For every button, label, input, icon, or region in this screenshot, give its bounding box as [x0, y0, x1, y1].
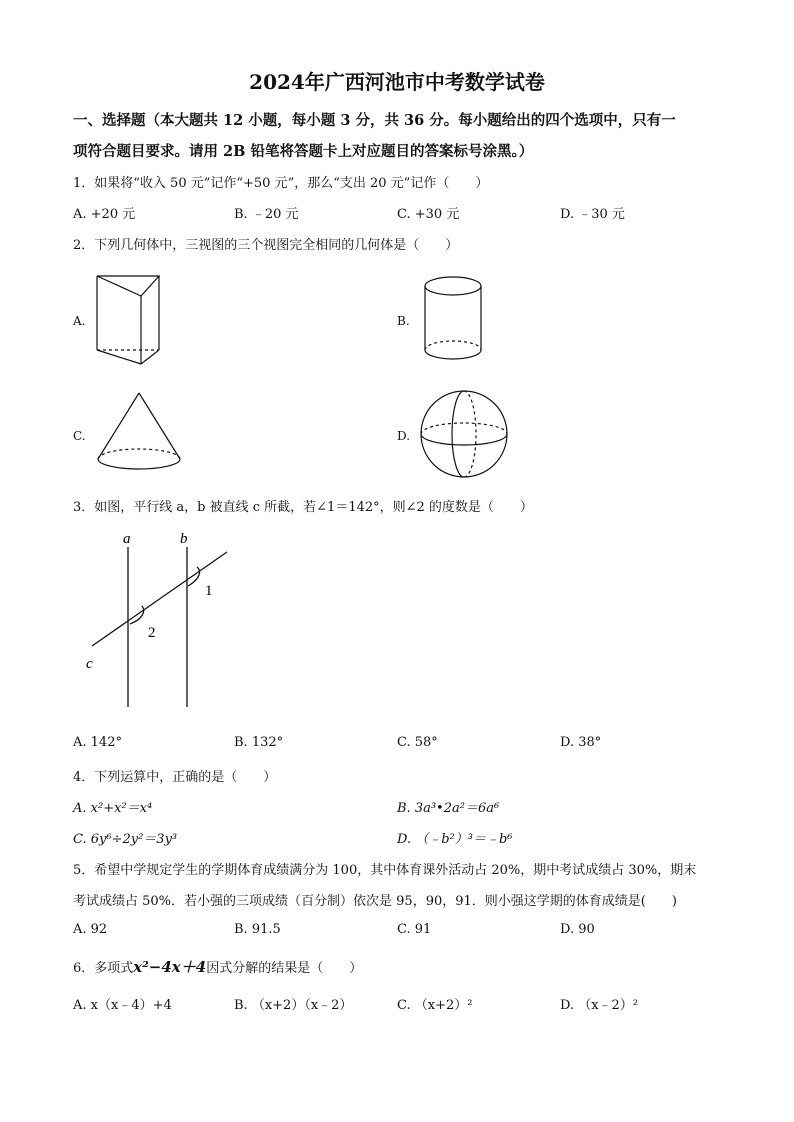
question-5-option-a[interactable]: A. 92: [73, 922, 108, 937]
triangular-prism-figure: [94, 268, 164, 368]
question-6-option-b[interactable]: B. （x+2）（x﹣2）: [234, 998, 353, 1013]
question-3-option-b[interactable]: B. 132°: [234, 735, 284, 750]
question-4-option-a[interactable]: A. x²+x²＝x⁴: [73, 801, 153, 816]
cylinder-figure: [420, 272, 488, 366]
question-6-stem-suffix: 因式分解的结果是（ ）: [206, 961, 363, 976]
question-5-option-d[interactable]: D. 90: [560, 922, 595, 937]
question-1-stem: 1．如果将“收入 50 元”记作“+50 元”，那么“支出 20 元”记作（ ）: [73, 176, 489, 191]
page-title: 2024年广西河池市中考数学试卷: [249, 70, 545, 94]
question-5-stem-line2: 考试成绩占 50%．若小强的三项成绩（百分制）依次是 95，90，91．则小强这学期的体育成绩是( ): [73, 894, 677, 909]
question-2-stem: 2．下列几何体中，三视图的三个视图完全相同的几何体是（ ）: [73, 238, 459, 253]
label-angle-2: 2: [148, 625, 156, 641]
label-b: b: [180, 531, 188, 547]
parallel-lines-figure: [80, 525, 240, 710]
question-6-expression: x²−4x＋4: [133, 958, 207, 976]
sphere-figure: [418, 388, 512, 482]
question-4-option-b[interactable]: B. 3a³•2a²＝6a⁶: [397, 801, 500, 816]
question-1-option-d[interactable]: D. ﹣30 元: [560, 207, 625, 222]
question-6-stem: [73, 956, 362, 977]
section-header-line1: 一、选择题（本大题共 12 小题，每小题 3 分，共 36 分。每小题给出的四个选项中，只有一: [73, 112, 676, 129]
question-6-option-d[interactable]: D. （x﹣2）²: [560, 998, 639, 1013]
question-6-stem-prefix: 6．多项式: [73, 961, 134, 976]
question-2-option-d-label[interactable]: D.: [397, 429, 411, 443]
label-angle-1: 1: [205, 583, 213, 599]
question-6-option-a[interactable]: A. x（x﹣4）+4: [73, 998, 172, 1013]
label-c: c: [86, 656, 93, 672]
question-3-stem: 3．如图，平行线 a，b 被直线 c 所截，若∠1＝142°，则∠2 的度数是（ ）: [73, 500, 533, 515]
question-4-option-c[interactable]: C. 6y⁶÷2y²＝3y³: [73, 832, 178, 847]
question-6-option-c[interactable]: C. （x+2）²: [397, 998, 473, 1013]
question-5-option-b[interactable]: B. 91.5: [234, 922, 281, 937]
cone-figure: [94, 390, 184, 474]
label-a: a: [123, 531, 131, 547]
question-4-option-d[interactable]: D. （﹣b²）³＝﹣b⁶: [397, 832, 513, 847]
question-2-option-b-label[interactable]: B.: [397, 314, 410, 328]
question-2-option-c-label[interactable]: C.: [73, 429, 86, 443]
question-1-option-c[interactable]: C. +30 元: [397, 207, 460, 222]
line-c: [92, 552, 227, 646]
question-5-option-c[interactable]: C. 91: [397, 922, 432, 937]
section-header-line2: 项符合题目要求。请用 2B 铅笔将答题卡上对应题目的答案标号涂黑。）: [73, 143, 534, 160]
question-2-option-a-label[interactable]: A.: [73, 314, 86, 328]
question-3-option-d[interactable]: D. 38°: [560, 735, 602, 750]
question-4-stem: 4．下列运算中，正确的是（ ）: [73, 770, 277, 785]
question-5-stem-line1: 5．希望中学规定学生的学期体育成绩满分为 100，其中体育课外活动占 20%，期中考试成绩占 30%，期末: [73, 863, 697, 878]
question-3-option-a[interactable]: A. 142°: [73, 735, 122, 750]
question-1-option-a[interactable]: A. +20 元: [73, 207, 136, 222]
question-3-option-c[interactable]: C. 58°: [397, 735, 438, 750]
angle-1-arc: [188, 567, 200, 586]
question-1-option-b[interactable]: B. ﹣20 元: [234, 207, 299, 222]
